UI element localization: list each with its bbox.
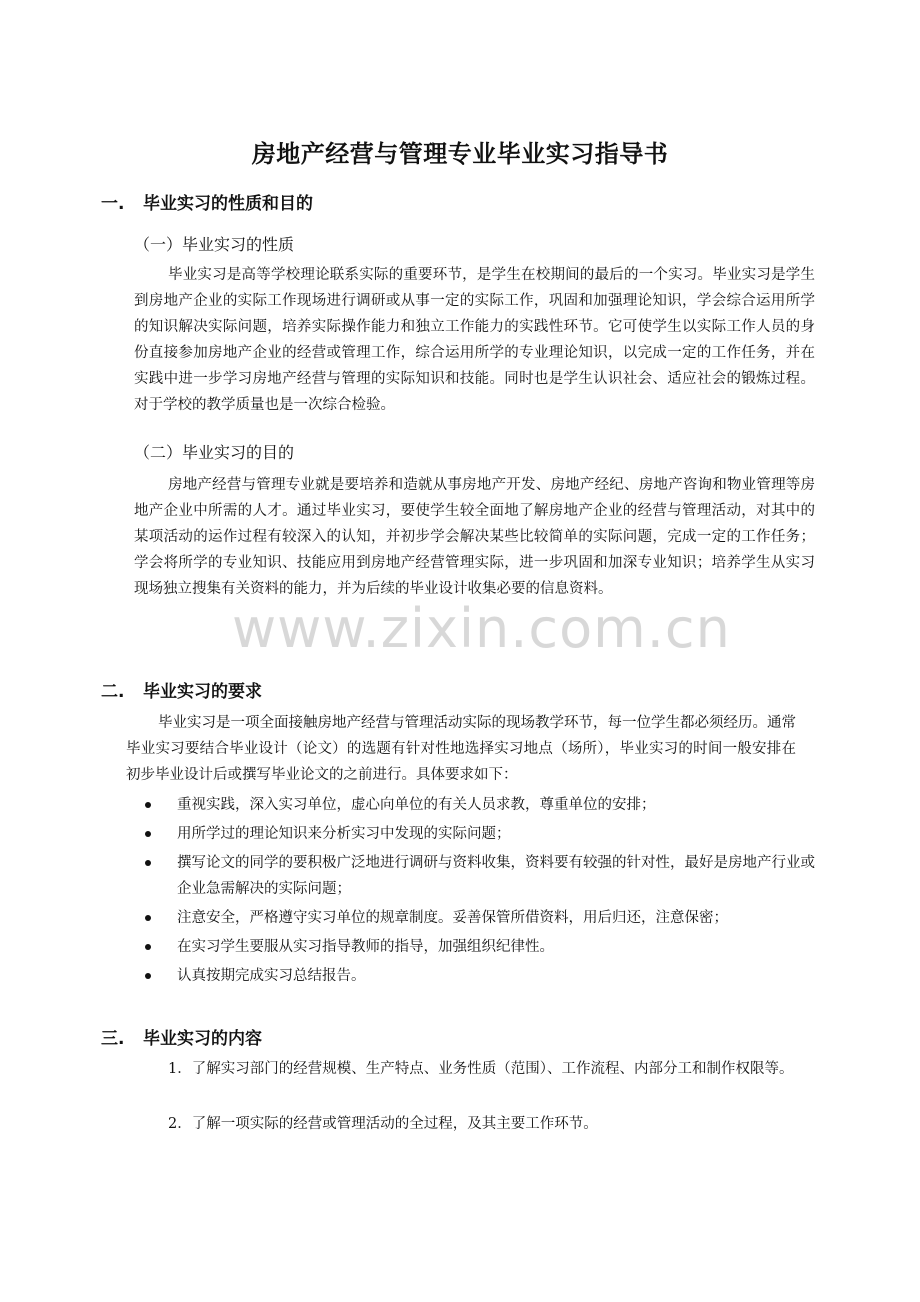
- section-number: 一.: [101, 194, 125, 214]
- bullet-icon: [145, 973, 151, 979]
- bullet-icon: [145, 944, 151, 950]
- section-heading-1: [101, 189, 313, 214]
- bullet-icon: [145, 860, 151, 866]
- numbered-item: 1．了解实习部门的经营规模、生产特点、业务性质（范围）、工作流程、内部分工和制作权限等。: [168, 1061, 794, 1077]
- page-title: 房地产经营与管理专业毕业实习指导书: [251, 140, 669, 168]
- bullet-icon: [145, 802, 151, 808]
- requirements-list: [145, 792, 815, 992]
- section-heading-3: [101, 1024, 262, 1049]
- bullet-icon: [145, 915, 151, 921]
- subsection-heading: （一）毕业实习的性质: [134, 235, 295, 254]
- list-item: 撰写论文的同学的要积极广泛地进行调研与资料收集，资料要有较强的针对性，最好是房地产行业或企业急需解决的实际问题；: [145, 850, 815, 902]
- paragraph: 房地产经营与管理专业就是要培养和造就从事房地产开发、房地产经纪、房地产咨询和物业管理等房地产企业中所需的人才。通过毕业实习，要使学生较全面地了解房地产企业的经营与管理活动，对其中的某项活动的运作过程有较深入的认知，并初步学会解决某些比较简单的实际问题，完成一定的工作任务；学会将所学的专业知识、技能应用到房地产经营管理实际，进一步巩固和加深专业知识；培养学生从实习现场独立搜集有关资料的能力，并为后续的毕业设计收集必要的信息资料。: [134, 477, 815, 597]
- bullet-icon: [145, 831, 151, 837]
- section-number: 二.: [101, 682, 125, 702]
- section-heading-2: [101, 677, 262, 702]
- list-item: 在实习学生要服从实习指导教师的指导，加强组织纪律性。: [145, 934, 815, 960]
- watermark: www.zixin.com.cn: [232, 597, 731, 660]
- section-title: 毕业实习的性质和目的: [143, 194, 313, 214]
- list-item: 注意安全，严格遵守实习单位的规章制度。妥善保管所借资料，用后归还，注意保密；: [145, 905, 815, 931]
- section-title: 毕业实习的要求: [143, 682, 262, 702]
- numbered-item: 2．了解一项实际的经营或管理活动的全过程，及其主要工作环节。: [168, 1116, 598, 1132]
- list-item: 重视实践，深入实习单位，虚心向单位的有关人员求教，尊重单位的安排；: [145, 792, 815, 818]
- subsection-heading: （二）毕业实习的目的: [134, 443, 295, 462]
- list-item: 认真按期完成实习总结报告。: [145, 963, 815, 989]
- paragraph: 毕业实习是一项全面接触房地产经营与管理活动实际的现场教学环节，每一位学生都必须经历。通常毕业实习要结合毕业设计（论文）的选题有针对性地选择实习地点（场所），毕业实习的时间一般安排在初步毕业设计后或撰写毕业论文的之前进行。具体要求如下：: [126, 715, 796, 783]
- list-item: 用所学过的理论知识来分析实习中发现的实际问题；: [145, 821, 815, 847]
- section-number: 三.: [101, 1029, 125, 1049]
- section-title: 毕业实习的内容: [143, 1029, 262, 1049]
- paragraph: 毕业实习是高等学校理论联系实际的重要环节，是学生在校期间的最后的一个实习。毕业实习是学生到房地产企业的实际工作现场进行调研或从事一定的实际工作，巩固和加强理论知识，学会综合运用所学的知识解决实际问题，培养实际操作能力和独立工作能力的实践性环节。它可使学生以实际工作人员的身份直接参加房地产企业的经营或管理工作，综合运用所学的专业理论知识，以完成一定的工作任务，并在实践中进一步学习房地产经营与管理的实际知识和技能。同时也是学生认识社会、适应社会的锻炼过程。对于学校的教学质量也是一次综合检验。: [134, 267, 815, 413]
